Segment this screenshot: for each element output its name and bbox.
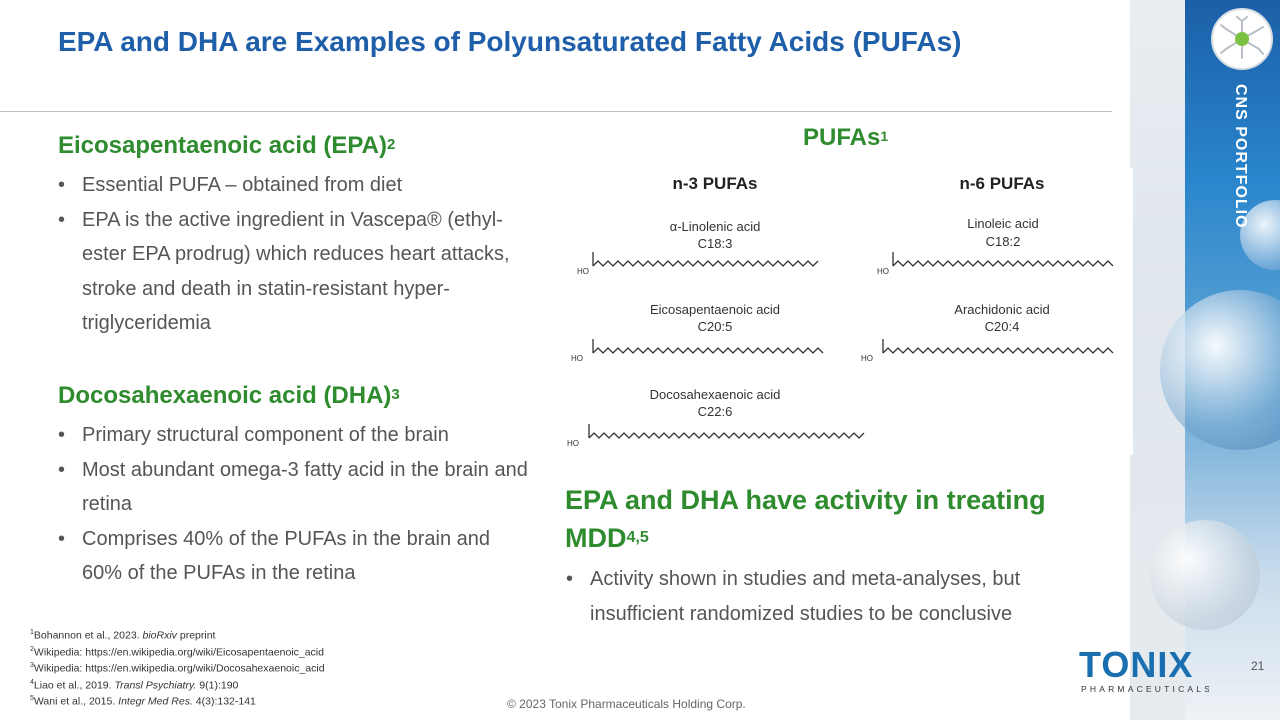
dha-heading: Docosahexaenoic acid (DHA)$^3$ — [58, 382, 400, 409]
n3-header: n-3 PUFAs — [672, 174, 758, 193]
sidebar-label: CNS PORTFOLIO — [1232, 84, 1249, 229]
compound-name: Arachidonic acid — [954, 302, 1050, 317]
reference-item: $^5$Wani et al., 2015. Integr Med Res. 4(3):132-141 — [30, 695, 256, 708]
compound-name: Docosahexaenoic acid — [649, 387, 781, 402]
pufa-figure-title: PUFAs$^1$ — [803, 124, 889, 151]
hydroxyl-label: HO — [861, 354, 873, 363]
brand-subtitle: PHARMACEUTICALS — [1081, 684, 1209, 694]
references — [30, 626, 325, 709]
mdd-ref: 4,5 — [626, 529, 649, 546]
hydroxyl-label: HO — [577, 267, 589, 276]
hydroxyl-label: HO — [877, 267, 889, 276]
compound-name: Eicosapentaenoic acid — [649, 302, 781, 317]
compound-formula: C18:2 — [985, 234, 1021, 249]
list-item: • EPA is the active ingredient in Vascepa® (ethyl-ester EPA prodrug) which reduces heart attacks, stroke and death in statin-resistant hyper-triglyceridemia — [58, 203, 528, 341]
compound-name: α-Linolenic acid — [669, 219, 761, 234]
list-item: • Activity shown in studies and meta-analyses, but insufficient randomized studies to be conclusive — [566, 562, 1111, 631]
mdd-bullet-list — [566, 562, 1111, 631]
reference-item: $^3$Wikipedia: https://en.wikipedia.org/wiki/Docosahexaenoic_acid — [30, 662, 325, 675]
n6-header: n-6 PUFAs — [959, 174, 1045, 193]
dha-bullet-list — [58, 418, 533, 591]
compound-name: Linoleic acid — [967, 216, 1039, 231]
epa-heading: Eicosapentaenoic acid (EPA)$^2$ — [58, 132, 396, 159]
compound-formula: C18:3 — [697, 236, 733, 251]
pufa-structures-figure — [565, 168, 1133, 455]
brand-wordmark: TONIX — [1079, 646, 1194, 685]
hydroxyl-label: HO — [571, 354, 583, 363]
compound-formula: C22:6 — [697, 404, 733, 419]
mdd-heading: EPA and DHA have activity in treating MDD$^{4,5}$ — [565, 485, 1046, 553]
hydroxyl-label: HO — [567, 439, 579, 448]
list-item: • Comprises 40% of the PUFAs in the brain and 60% of the PUFAs in the retina — [58, 522, 533, 591]
dha-ref: 3 — [391, 386, 400, 403]
list-item: • Essential PUFA – obtained from diet — [58, 168, 528, 203]
reference-item: $^2$Wikipedia: https://en.wikipedia.org/wiki/Eicosapentaenoic_acid — [30, 645, 324, 658]
list-item: • Most abundant omega-3 fatty acid in the brain and retina — [58, 453, 533, 522]
epa-ref: 2 — [386, 136, 396, 153]
slide-title: EPA and DHA are Examples of Polyunsaturated Fatty Acids (PUFAs) — [58, 26, 962, 57]
tonix-logo — [1079, 646, 1209, 701]
compound-formula: C20:5 — [697, 319, 733, 334]
reference-item: $^4$Liao et al., 2019. Transl Psychiatry. 9(1):190 — [30, 678, 239, 691]
list-item: • Primary structural component of the brain — [58, 418, 533, 453]
decorative-bubble — [1150, 520, 1260, 630]
compound-formula: C20:4 — [984, 319, 1020, 334]
page-number: 21 — [1251, 659, 1265, 673]
title-divider — [0, 111, 1112, 112]
reference-item: $^1$Bohannon et al., 2023. bioRxiv preprint — [30, 629, 216, 642]
epa-bullet-list — [58, 168, 528, 341]
neuron-icon — [1211, 8, 1273, 70]
copyright: © 2023 Tonix Pharmaceuticals Holding Corp. — [507, 697, 746, 711]
